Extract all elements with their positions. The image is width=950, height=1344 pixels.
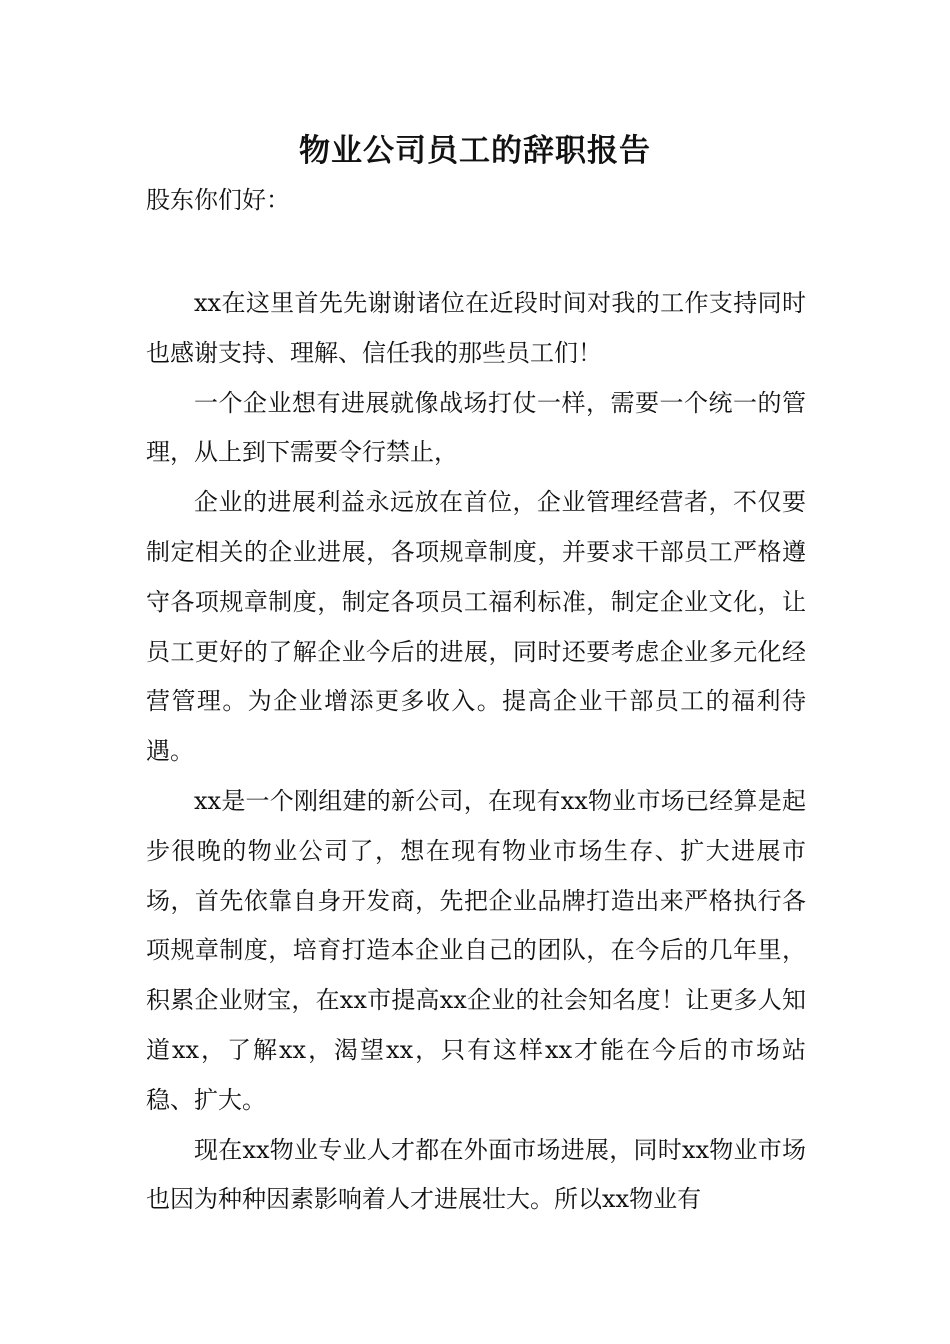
paragraph: xx在这里首先先谢谢诸位在近段时间对我的工作支持同时也感谢支持、理解、信任我的那些员工们！ <box>146 289 806 367</box>
document-body <box>146 279 806 1225</box>
paragraph: 一个企业想有进展就像战场打仗一样，需要一个统一的管理，从上到下需要令行禁止， <box>146 388 806 467</box>
paragraph: xx是一个刚组建的新公司，在现有xx物业市场已经算是起步很晚的物业公司了，想在现有物业市场生存、扩大进展市场，首先依靠自身开发商，先把企业品牌打造出来严格执行各项规章制度，培育打造本企业自己的团队，在今后的几年里，积累企业财宝，在xx市提高xx企业的社会知名度！让更多人知道xx，了解xx，渴望xx，只有这样xx才能在今后的市场站稳、扩大。 <box>146 786 806 1114</box>
document-title: 物业公司员工的辞职报告 <box>299 133 651 169</box>
salutation: 股东你们好： <box>146 186 290 214</box>
paragraph: 企业的进展利益永远放在首位，企业管理经营者，不仅要制定相关的企业进展，各项规章制度，并要求干部员工严格遵守各项规章制度，制定各项员工福利标准，制定企业文化，让员工更好的了解企业今后的进展，同时还要考虑企业多元化经营管理。为企业增添更多收入。提高企业干部员工的福利待遇。 <box>146 488 806 766</box>
paragraph: 现在xx物业专业人才都在外面市场进展，同时xx物业市场也因为种种因素影响着人才进展壮大。所以xx物业有 <box>146 1135 806 1214</box>
